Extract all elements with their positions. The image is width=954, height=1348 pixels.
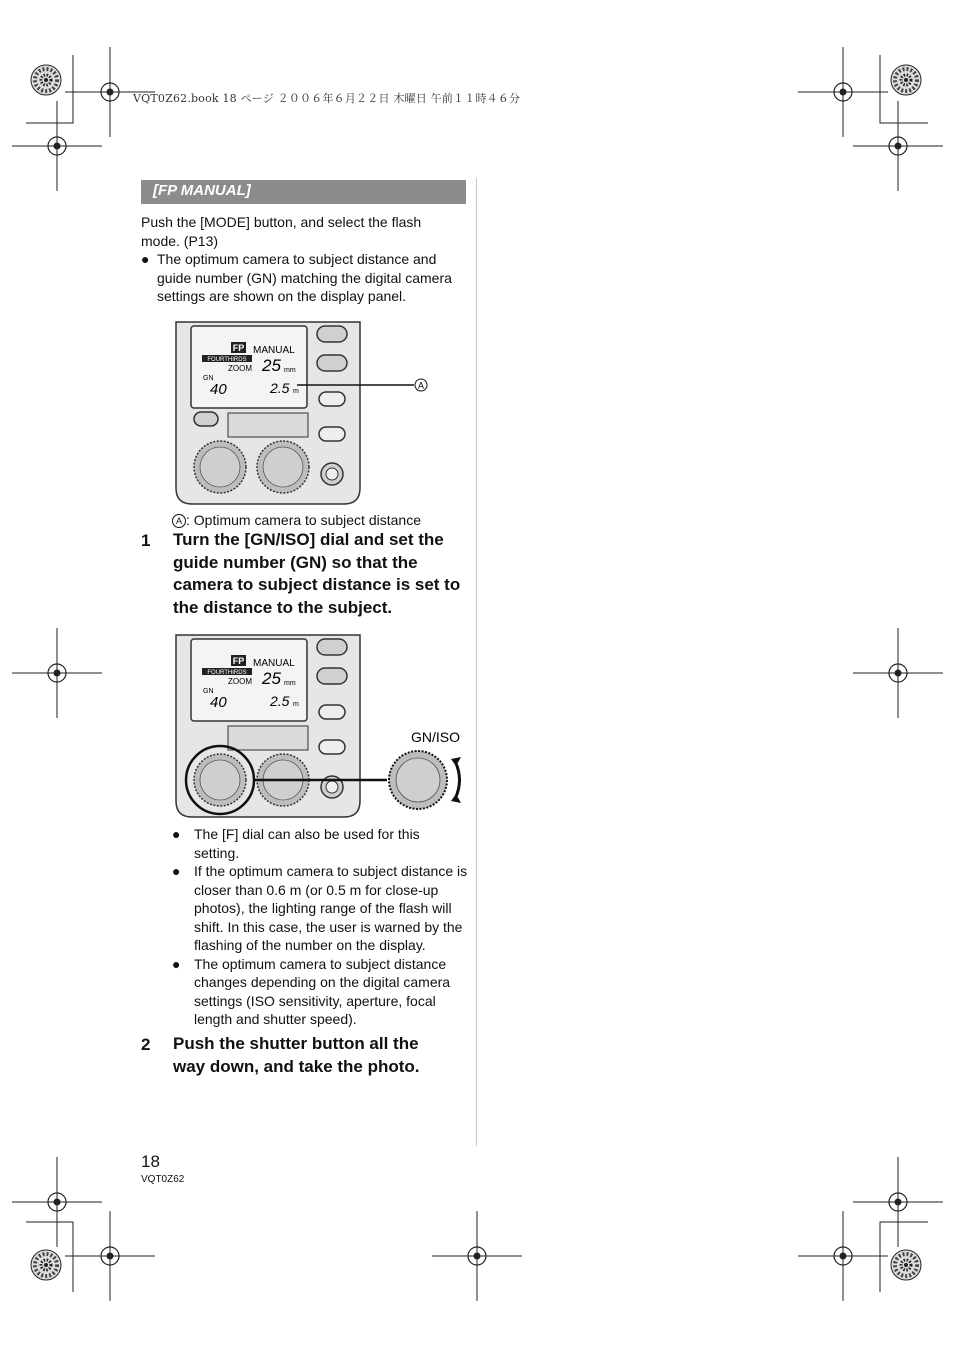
- lcd-mode: MANUAL: [253, 658, 295, 669]
- lcd-distance-value: 2.5: [270, 693, 290, 709]
- intro-instruction: Push the [MODE] button, and select the flash mode. (P13): [141, 214, 422, 249]
- model-code: VQT0Z62: [141, 1174, 185, 1185]
- lcd-distance-unit: m: [293, 701, 299, 708]
- bullet-dot: ●: [172, 863, 181, 879]
- note-text: If the optimum camera to subject distance is closer than 0.6 m (or 0.5 m for close-up photos), the lighting range of the flash will shift. In this case, the user is warned by the flashing of the number on the display.: [194, 863, 468, 953]
- fp-badge: FP: [232, 656, 245, 666]
- lcd-zoom-unit: mm: [284, 367, 296, 374]
- lcd-gn-value: 40: [210, 381, 227, 398]
- lcd-brand: FOURTHIRDS: [207, 357, 247, 363]
- step-1-text: Turn the [GN/ISO] dial and set the guide number (GN) so that the camera to subject distance is set to the distance to the subject.: [173, 530, 461, 617]
- note-text: The optimum camera to subject distance changes depending on the digital camera settings (ISO sensitivity, aperture, focal length and shutter speed).: [194, 955, 451, 1027]
- note-text: The [F] dial can also be used for this setting.: [194, 826, 420, 861]
- lcd-gn-label: GN: [203, 375, 214, 382]
- note-item: [172, 862, 468, 955]
- bullet-dot: ●: [172, 826, 181, 842]
- callout-a: A: [417, 380, 425, 391]
- lcd-zoom-label: ZOOM: [228, 364, 252, 373]
- step-2-number: 2: [141, 1035, 151, 1054]
- lcd-zoom-label: ZOOM: [228, 677, 252, 686]
- bullet-dot: ●: [172, 955, 181, 972]
- step-2-text: Push the shutter button all the way down, and take the photo.: [173, 1034, 420, 1076]
- intro-bullet-text: The optimum camera to subject distance and guide number (GN) matching the digital camera settings are shown on the display panel.: [157, 251, 452, 304]
- bullet-dot: ●: [141, 251, 150, 267]
- lcd-zoom-value: 25: [262, 356, 281, 375]
- notes-list: [172, 825, 468, 1029]
- lcd-zoom-unit: mm: [284, 680, 296, 687]
- lcd-mode: MANUAL: [253, 345, 295, 356]
- lcd-gn-value: 40: [210, 694, 227, 711]
- page-number: 18: [141, 1152, 160, 1171]
- section-title: [FP MANUAL]: [153, 182, 251, 199]
- note-item: [172, 825, 468, 862]
- lcd-brand: FOURTHIRDS: [207, 670, 247, 676]
- print-header: VQT0Z62.book 18 ページ ２００６年６月２２日 木曜日 午前１１時４６分: [133, 92, 521, 105]
- intro-bullet: [141, 250, 466, 306]
- lcd-zoom-value: 25: [262, 669, 281, 688]
- section-title-bar: [141, 180, 466, 204]
- figure1-caption: [172, 511, 472, 530]
- step-1-number: 1: [141, 531, 151, 550]
- gn-iso-dial-label: GN/ISO: [411, 729, 461, 745]
- flash-panel-figure-1: [170, 318, 460, 510]
- note-item: [172, 955, 468, 1029]
- lcd-distance-unit: m: [293, 388, 299, 395]
- lcd-distance-value: 2.5: [270, 380, 290, 396]
- lcd-gn-label: GN: [203, 688, 214, 695]
- flash-panel-figure-2: [170, 631, 470, 823]
- caption-marker: A: [172, 514, 186, 528]
- column-divider: [476, 178, 477, 1146]
- intro-text: [141, 213, 466, 250]
- fp-badge: FP: [232, 343, 245, 353]
- caption-text: : Optimum camera to subject distance: [186, 512, 421, 528]
